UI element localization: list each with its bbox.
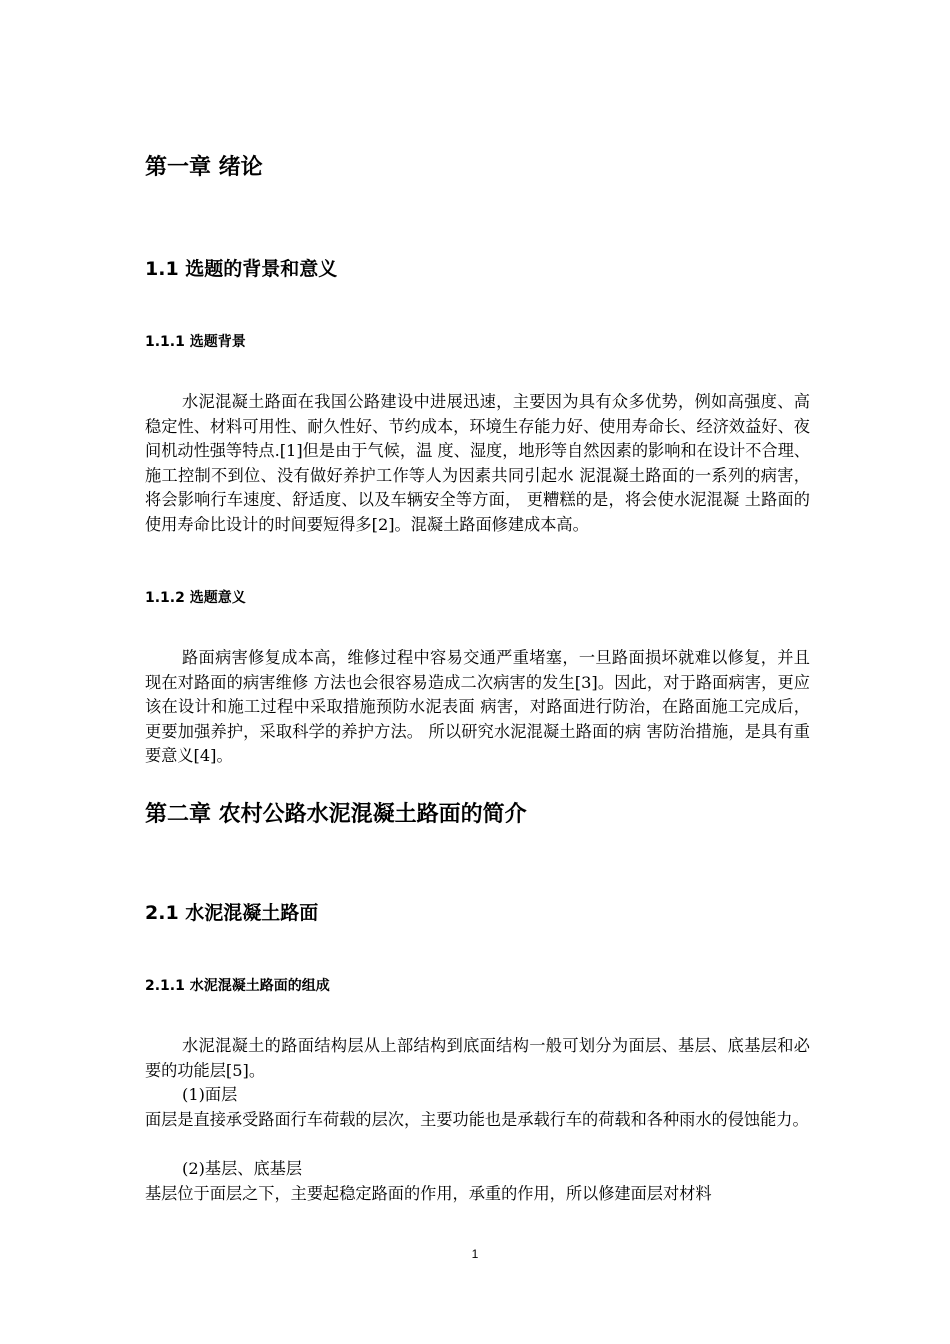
section-1-1-title: 1.1 选题的背景和意义 xyxy=(145,258,338,280)
subsection-1-1-2-title: 1.1.2 选题意义 xyxy=(145,590,246,606)
subsection-2-1-1-title: 2.1.1 水泥混凝土路面的组成 xyxy=(145,978,330,994)
list-item-text-base-layer: 基层位于面层之下，主要起稳定路面的作用，承重的作用，所以修建面层对材料 xyxy=(145,1184,712,1203)
chapter-1-title: 第一章 绪论 xyxy=(145,155,263,180)
paragraph-1-1-1: 水泥混凝土路面在我国公路建设中进展迅速，主要因为具有众多优势，例如高强度、高稳定性、材料可用性、耐久性好、节约成本，环境生存能力好、使用寿命长、经济效益好、夜间机动性强等特点.[1]但是由于气候，温 度、湿度，地形等自然因素的影响和在设计不合理、施工控制不到位、没有做好养护工作等人为因素共同引起水 泥混凝土路面的一系列的病害，将会影响行车速度、舒适度、以及车辆安全等方面， 更糟糕的是，将会使水泥混凝 土路面的使用寿命比设计的时间要短得多[2]。混凝土路面修建成本高。 xyxy=(145,392,810,534)
chapter-2-title: 第二章 农村公路水泥混凝土路面的简介 xyxy=(145,802,527,827)
section-2-1-title: 2.1 水泥混凝土路面 xyxy=(145,902,319,924)
subsection-1-1-1-title: 1.1.1 选题背景 xyxy=(145,334,246,350)
paragraph-2-1-1: 水泥混凝土的路面结构层从上部结构到底面结构一般可划分为面层、基层、底基层和必要的功能层[5]。 xyxy=(145,1036,810,1080)
paragraph-1-1-2: 路面病害修复成本高，维修过程中容易交通严重堵塞，一旦路面损坏就难以修复，并且现在对路面的病害维修 方法也会很容易造成二次病害的发生[3]。因此，对于路面病害，更应该在设计和施工过程中采取措施预防水泥表面 病害，对路面进行防治，在路面施工完成后， 更要加强养护，采取科学的养护方法。 所以研究水泥混凝土路面的病 害防治措施，是具有重要意义[4]。 xyxy=(145,648,810,765)
list-item-label-base-layer: (2)基层、底基层 xyxy=(182,1159,303,1178)
page-number: 1 xyxy=(471,1247,479,1261)
list-item-label-surface-layer: (1)面层 xyxy=(182,1085,238,1104)
list-item-text-surface-layer: 面层是直接承受路面行车荷载的层次，主要功能也是承载行车的荷载和各种雨水的侵蚀能力。 xyxy=(145,1110,809,1129)
